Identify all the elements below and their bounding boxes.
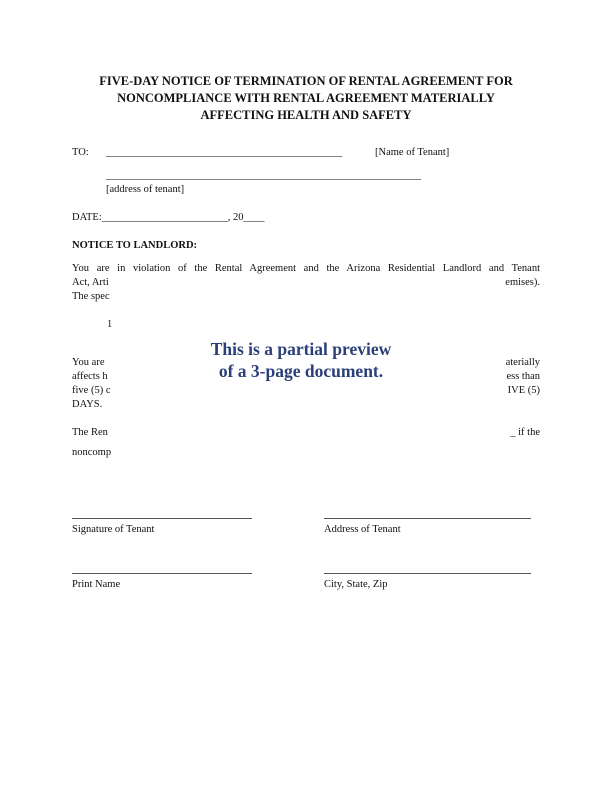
- title-line-1: FIVE-DAY NOTICE OF TERMINATION OF RENTAL AGREEMENT FOR: [99, 74, 513, 88]
- name-of-tenant-label: [Name of Tenant]: [375, 147, 450, 158]
- preview-mask: [128, 300, 474, 496]
- notice-heading: NOTICE TO LANDLORD:: [72, 240, 198, 251]
- para2-line1-right: aterially: [505, 357, 540, 368]
- city-state-zip-label: City, State, Zip: [324, 579, 388, 590]
- para3-line1-left: The Ren: [72, 427, 108, 438]
- signature-of-tenant-label: Signature of Tenant: [72, 524, 155, 535]
- document-title: [60, 73, 552, 124]
- print-name-label: Print Name: [72, 579, 121, 590]
- title-line-3: AFFECTING HEALTH AND SAFETY: [200, 108, 412, 122]
- date-line: DATE:________________________, 20____: [72, 212, 265, 223]
- para2-line3-right: IVE (5): [507, 385, 540, 396]
- para1-line2-right: emises).: [505, 277, 540, 288]
- para3-line1-right: _ if the: [510, 427, 540, 438]
- to-blank: _____________________________________________: [106, 147, 343, 158]
- address-of-tenant-label: [address of tenant]: [106, 184, 185, 195]
- para1-line1: You are in violation of the Rental Agreement and the Arizona Residential Landlord and Tenant: [72, 263, 540, 274]
- signature-line: [72, 518, 252, 519]
- print-name-line: [72, 573, 252, 574]
- to-label: TO:: [72, 147, 89, 158]
- preview-banner-line-1: This is a partial preview: [210, 339, 392, 359]
- para3-line2-left: noncomp: [72, 447, 112, 458]
- para2-line2-left: affects h: [72, 371, 108, 382]
- partial-preview-banner: [140, 338, 462, 382]
- address-of-tenant-sig-label: Address of Tenant: [324, 524, 401, 535]
- para2-line2-right: ess than: [506, 371, 540, 382]
- title-line-2: NONCOMPLIANCE WITH RENTAL AGREEMENT MATERIALLY: [117, 91, 495, 105]
- para2-line4-left: DAYS.: [72, 399, 103, 410]
- address-line: [324, 518, 531, 519]
- city-state-zip-line: [324, 573, 531, 574]
- para2-line1-left: You are: [72, 357, 105, 368]
- address-blank: ____________________________________________________________: [106, 170, 421, 181]
- para2-line3-left: five (5) c: [72, 385, 111, 396]
- item-number: 1: [107, 319, 113, 330]
- para1-line3-left: The spec: [72, 291, 110, 302]
- preview-banner-line-2: of a 3-page document.: [218, 361, 384, 381]
- para1-line2-left: Act, Arti: [72, 277, 109, 288]
